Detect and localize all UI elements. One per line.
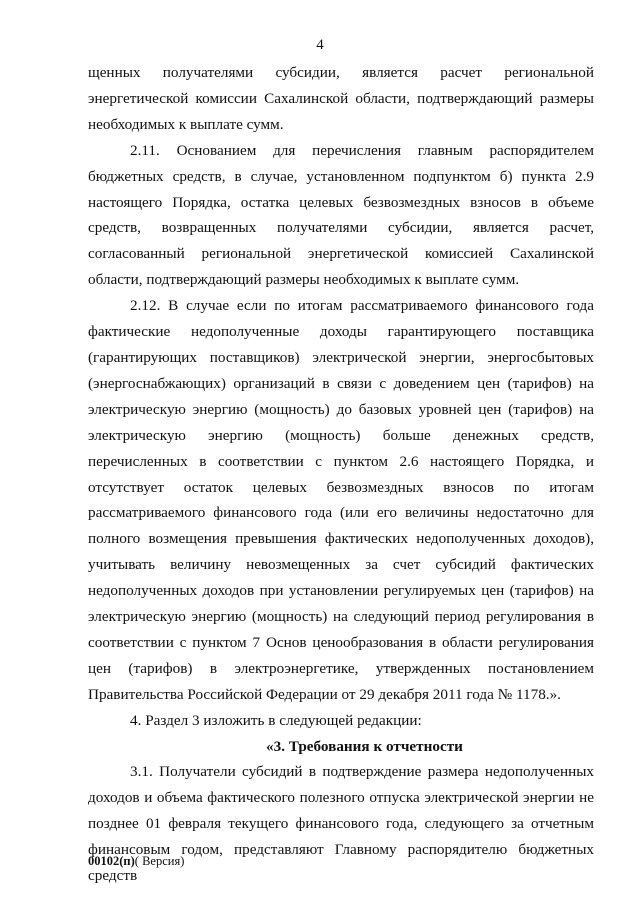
section-heading: «3. Требования к отчетности (266, 737, 463, 755)
paragraph-2-11: 2.11. Основанием для перечисления главным распорядителем бюджетных средств, в случае, установленном подпунктом б) пункта 2.9 настоящего Порядка, остатка целевых безвозмездных взносов в объеме средств, возвращенных получателями субсидии, является расчет, согласованный региональной энергетической комиссией Сахалинской области, подтверждающий размеры необходимых к выплате сумм. (88, 141, 594, 289)
document-code (88, 853, 184, 869)
page-number: 4 (316, 37, 324, 53)
document-code-number: 00102(п) (88, 854, 135, 868)
document-version: ( Версия) (134, 854, 185, 868)
paragraph-item-4: 4. Раздел 3 изложить в следующей редакции: (130, 711, 422, 729)
document-body (88, 60, 594, 889)
paragraph-continuation: щенных получателями субсидии, является расчет региональной энергетической комиссии Сахалинской области, подтверждающий размеры необходимых к выплате сумм. (88, 64, 594, 133)
paragraph-3-1: 3.1. Получатели субсидий в подтверждение размера недополученных доходов и объема фактического полезного отпуска электрической энергии не позднее 01 февраля текущего финансового года, следующего за отчетным финансовым годом, представляют Главному распорядителю бюджетных средств (88, 763, 594, 885)
paragraph-2-12: 2.12. В случае если по итогам рассматриваемого финансового года фактические недополученные доходы гарантирующего поставщика (гарантирующих поставщиков) электрической энергии, энергосбытовых (энергоснабжающих) организаций в связи с доведением цен (тарифов) на электрическую энергию (мощность) до базовых уровней цен (тарифов) на электрическую энергию (мощность) больше денежных средств, перечисленных в соответствии с пунктом 2.6 настоящего Порядка, и отсутствует остаток целевых безвозмездных взносов по итогам рассматриваемого финансового года (или его величины недостаточно для полного возмещения превышения фактических недополученных доходов), учитывать величину невозмещенных за счет субсидий фактических недополученных доходов при установлении регулируемых цен (тарифов) на электрическую энергию (мощность) на следующий период регулирования в соответствии с пунктом 7 Основ ценообразования в области регулирования цен (тарифов) в электроэнергетике, утвержденных постановлением Правительства Российской Федерации от 29 декабря 2011 года № 1178.». (88, 297, 594, 703)
